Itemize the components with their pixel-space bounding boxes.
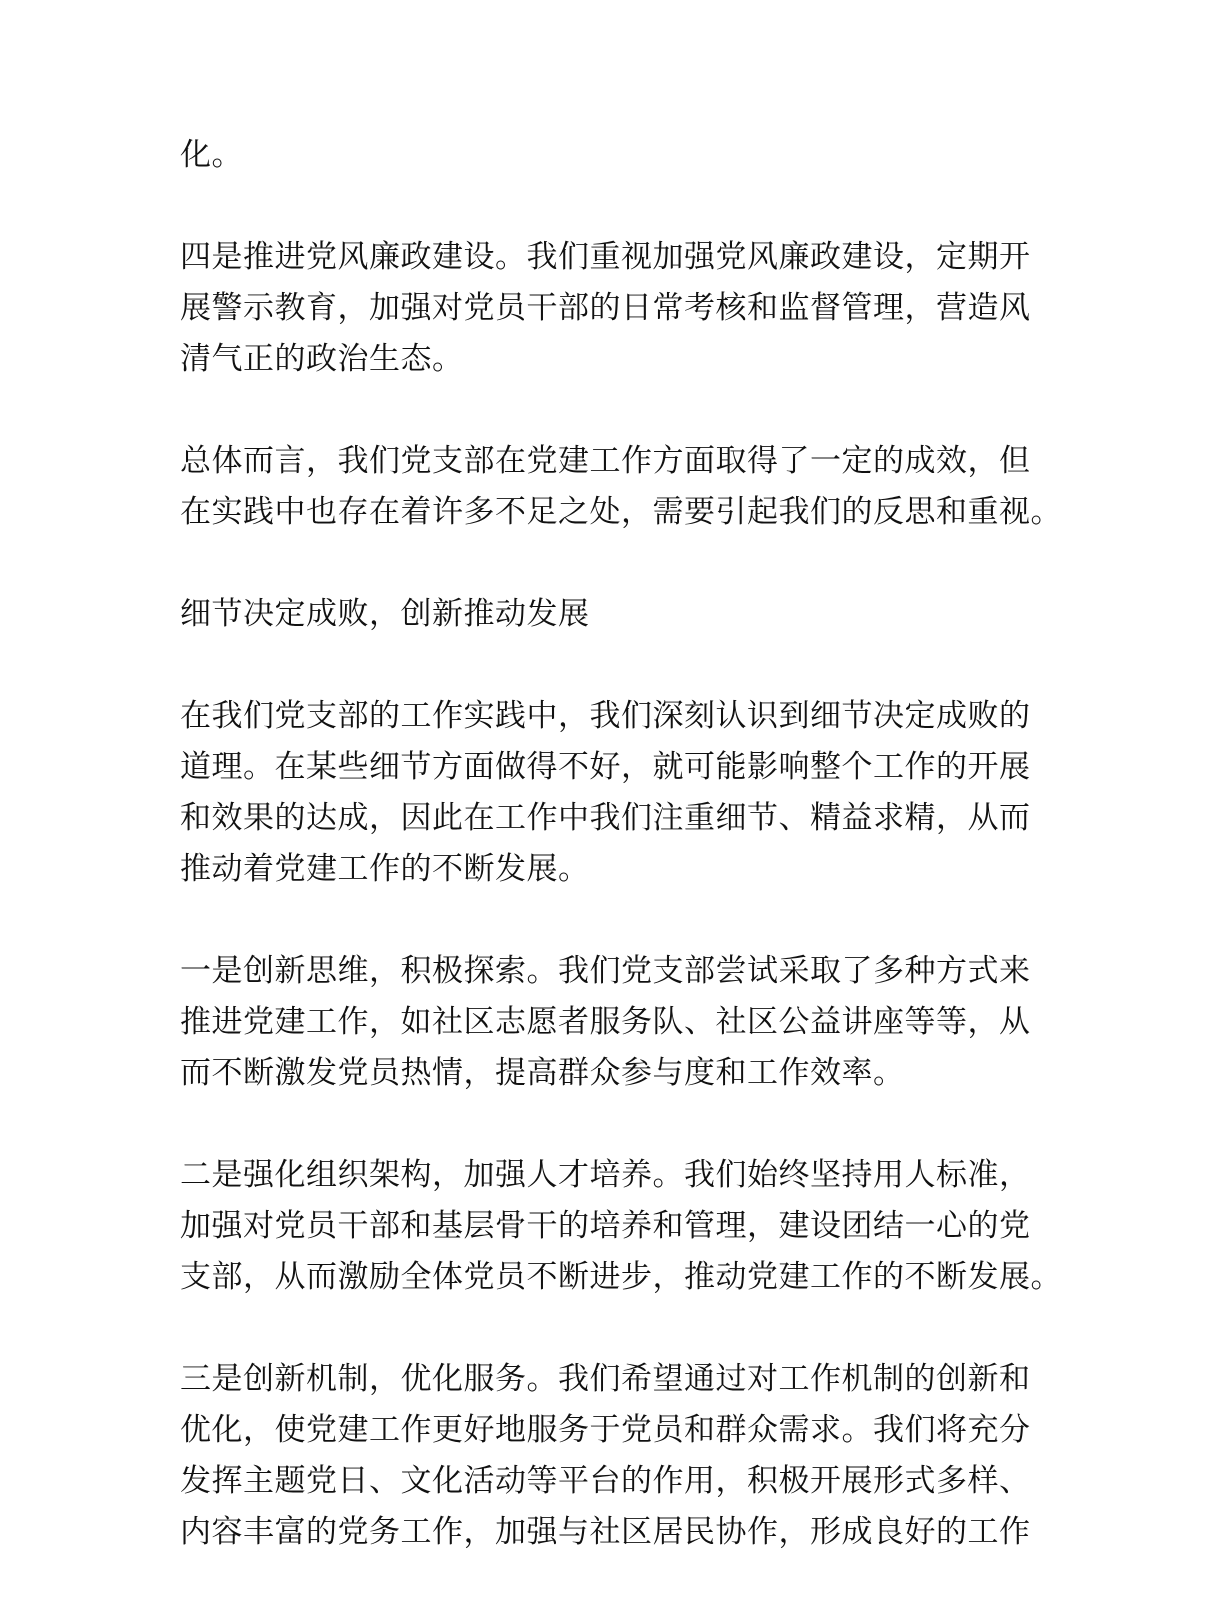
- paragraph-point-one: [180, 946, 1060, 1099]
- text-line: 推进党建工作，如社区志愿者服务队、社区公益讲座等等，从: [180, 1004, 1031, 1040]
- text-line: 在实践中也存在着许多不足之处，需要引起我们的反思和重视。: [180, 494, 1062, 530]
- paragraph-point-four: [180, 232, 1060, 385]
- paragraph-point-two: [180, 1150, 1060, 1303]
- text-line: 二是强化组织架构，加强人才培养。我们始终坚持用人标准，: [180, 1157, 1031, 1193]
- document-body: [180, 130, 1060, 1609]
- text-line: 推动着党建工作的不断发展。: [180, 851, 590, 887]
- text-line: 在我们党支部的工作实践中，我们深刻认识到细节决定成败的: [180, 698, 1031, 734]
- text-line: 加强对党员干部和基层骨干的培养和管理，建设团结一心的党: [180, 1208, 1031, 1244]
- text-line: 四是推进党风廉政建设。我们重视加强党风廉政建设，定期开: [180, 239, 1031, 275]
- paragraph-point-three: [180, 1354, 1060, 1558]
- text-line: 内容丰富的党务工作，加强与社区居民协作，形成良好的工作: [180, 1514, 1031, 1550]
- text-line: 清气正的政治生态。: [180, 341, 464, 377]
- paragraph-continuation: [180, 130, 1060, 181]
- paragraph-details-intro: [180, 691, 1060, 895]
- text-line: 总体而言，我们党支部在党建工作方面取得了一定的成效，但: [180, 443, 1031, 479]
- text-line: 展警示教育，加强对党员干部的日常考核和监督管理，营造风: [180, 290, 1031, 326]
- text-line: 和效果的达成，因此在工作中我们注重细节、精益求精，从而: [180, 800, 1031, 836]
- text-line: 一是创新思维，积极探索。我们党支部尝试采取了多种方式来: [180, 953, 1031, 989]
- text-line: 支部，从而激励全体党员不断进步，推动党建工作的不断发展。: [180, 1259, 1062, 1295]
- text-line: 三是创新机制，优化服务。我们希望通过对工作机制的创新和: [180, 1361, 1031, 1397]
- text-line: 发挥主题党日、文化活动等平台的作用，积极开展形式多样、: [180, 1463, 1031, 1499]
- text-line: 优化，使党建工作更好地服务于党员和群众需求。我们将充分: [180, 1412, 1031, 1448]
- section-heading: [180, 589, 1060, 640]
- text-line: 化。: [180, 137, 243, 173]
- paragraph-summary: [180, 436, 1060, 538]
- heading-line: 细节决定成败，创新推动发展: [180, 596, 590, 632]
- text-line: 而不断激发党员热情，提高群众参与度和工作效率。: [180, 1055, 905, 1091]
- text-line: 道理。在某些细节方面做得不好，就可能影响整个工作的开展: [180, 749, 1031, 785]
